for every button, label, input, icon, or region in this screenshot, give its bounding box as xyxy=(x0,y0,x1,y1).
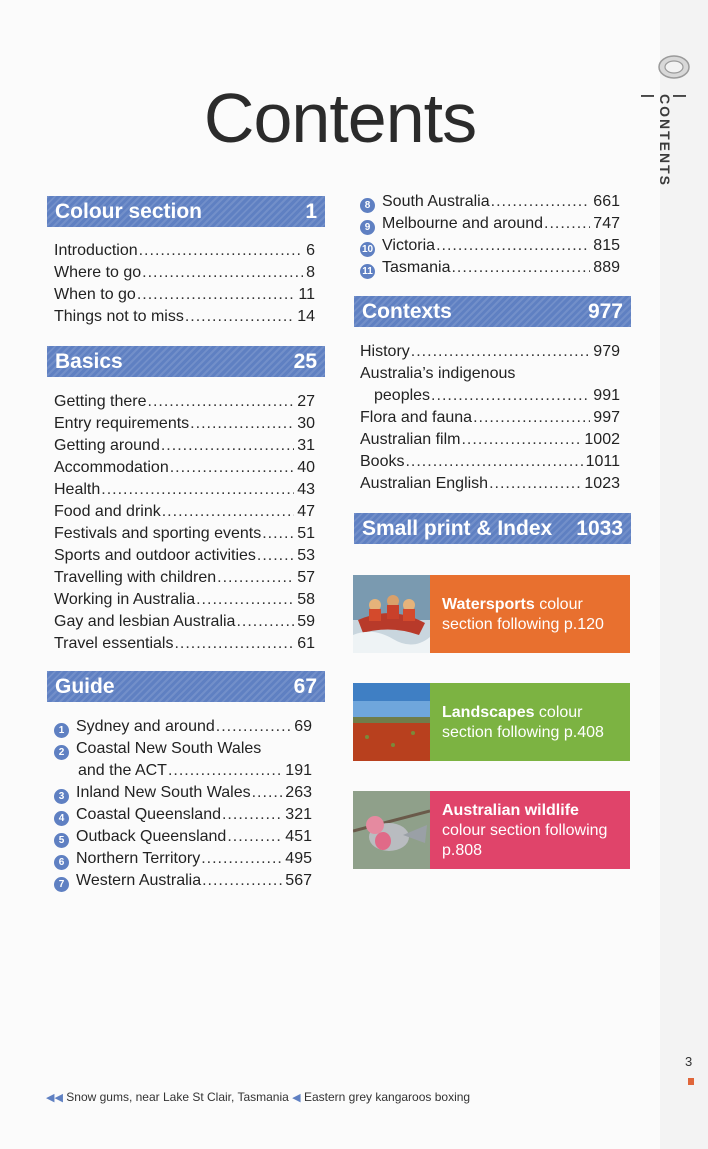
chapter-number-badge: 4 xyxy=(54,811,69,826)
entry-label: South Australia xyxy=(382,193,490,210)
section-page: 67 xyxy=(293,674,317,698)
guide-header xyxy=(47,671,325,702)
dot-leader xyxy=(461,429,581,451)
guide-chapter[interactable] xyxy=(360,235,620,257)
guide-chapter[interactable] xyxy=(360,213,620,235)
entry-label: Entry requirements xyxy=(54,415,190,432)
caption-1: Snow gums, near Lake St Clair, Tasmania xyxy=(66,1090,289,1104)
toc-entry[interactable] xyxy=(54,545,315,567)
entry-label: Northern Territory xyxy=(76,850,201,867)
entry-page: 14 xyxy=(297,308,315,325)
entry-label: Tasmania xyxy=(382,259,451,276)
dot-leader xyxy=(137,284,296,306)
guide-chapter[interactable] xyxy=(54,738,312,760)
entry-label: Australian film xyxy=(360,431,461,448)
dot-leader xyxy=(185,306,294,328)
promo-detail: colour section following p.408 xyxy=(442,704,604,741)
contexts-header xyxy=(354,296,631,327)
entry-label: Flora and fauna xyxy=(360,409,473,426)
toc-entry[interactable] xyxy=(54,633,315,655)
dot-leader xyxy=(236,611,294,633)
entry-page: 747 xyxy=(593,215,620,232)
entry-page: 889 xyxy=(593,259,620,276)
small-print-header xyxy=(354,513,631,544)
toc-entry[interactable] xyxy=(54,457,315,479)
entry-page: 53 xyxy=(297,547,315,564)
toc-entry[interactable] xyxy=(54,523,315,545)
dot-leader xyxy=(101,479,294,501)
outback-landscape-photo-icon xyxy=(353,683,430,761)
entry-label: Sydney and around xyxy=(76,718,215,735)
entry-label: Travel essentials xyxy=(54,635,174,652)
contents-side-tab: | CONTENTS | xyxy=(641,94,689,187)
entry-page: 997 xyxy=(593,409,620,426)
promo-title: Watersports xyxy=(442,596,535,613)
entry-label: Australian English xyxy=(360,475,489,492)
chapter-number-badge: 3 xyxy=(54,789,69,804)
entry-page: 69 xyxy=(294,718,312,735)
entry-label: and the ACT xyxy=(78,762,167,779)
entry-label: Western Australia xyxy=(76,872,202,889)
entry-page: 61 xyxy=(297,635,315,652)
entry-label: Gay and lesbian Australia xyxy=(54,613,236,630)
dot-leader xyxy=(162,501,294,523)
entry-page: 567 xyxy=(285,872,312,889)
page-title: Contents xyxy=(203,79,477,157)
dot-leader xyxy=(142,262,303,284)
entry-page: 31 xyxy=(297,437,315,454)
dot-leader xyxy=(148,391,295,413)
entry-page: 8 xyxy=(306,264,315,281)
entry-label: Getting there xyxy=(54,393,147,410)
colour-section-list xyxy=(54,240,315,328)
landscapes-promo[interactable] xyxy=(353,683,630,761)
toc-entry[interactable] xyxy=(54,435,315,457)
toc-entry[interactable] xyxy=(54,262,315,284)
entry-label: Accommodation xyxy=(54,459,169,476)
entry-label: History xyxy=(360,343,410,360)
guide-chapter[interactable] xyxy=(54,826,312,848)
chapter-number-badge: 6 xyxy=(54,855,69,870)
watersports-promo[interactable] xyxy=(353,575,630,653)
entry-label: Coastal Queensland xyxy=(76,806,221,823)
toc-entry[interactable] xyxy=(54,479,315,501)
entry-page: 47 xyxy=(297,503,315,520)
section-title: Contexts xyxy=(362,299,452,323)
chapter-number-badge: 1 xyxy=(54,723,69,738)
dot-leader xyxy=(170,457,294,479)
dot-leader xyxy=(227,826,282,848)
entry-label: peoples xyxy=(374,387,431,404)
dot-leader xyxy=(139,240,303,262)
guide-chapter[interactable] xyxy=(54,848,312,870)
dot-leader xyxy=(257,545,294,567)
entry-label: Things not to miss xyxy=(54,308,184,325)
entry-page: 495 xyxy=(285,850,312,867)
toc-entry[interactable] xyxy=(54,306,315,328)
dot-leader xyxy=(405,451,582,473)
dot-leader xyxy=(436,235,590,257)
guide-chapter[interactable] xyxy=(360,191,620,213)
entry-page: 40 xyxy=(297,459,315,476)
contexts-list xyxy=(360,341,620,495)
toc-entry[interactable] xyxy=(360,341,620,363)
chapter-number-badge: 10 xyxy=(361,244,374,255)
galah-bird-photo-icon xyxy=(353,791,430,869)
entry-page: 59 xyxy=(297,613,315,630)
entry-page: 43 xyxy=(297,481,315,498)
promo-title: Australian wildlife xyxy=(442,802,579,819)
basics-list xyxy=(54,391,315,655)
entry-label: Victoria xyxy=(382,237,436,254)
entry-label: Working in Australia xyxy=(54,591,196,608)
entry-page: 991 xyxy=(593,387,620,404)
chapter-number-badge: 9 xyxy=(360,220,375,235)
page-marker xyxy=(688,1078,694,1085)
entry-label: Outback Queensland xyxy=(76,828,227,845)
photo-captions xyxy=(46,1090,470,1104)
dot-leader xyxy=(262,523,294,545)
guide-chapter-continued[interactable] xyxy=(54,760,312,782)
entry-label: Introduction xyxy=(54,242,138,259)
dot-leader xyxy=(216,716,291,738)
toc-entry[interactable] xyxy=(360,451,620,473)
entry-page: 661 xyxy=(593,193,620,210)
chapter-number-badge: 7 xyxy=(54,877,69,892)
section-title: Colour section xyxy=(55,199,203,223)
guide-list-left xyxy=(54,716,312,892)
toc-entry[interactable] xyxy=(360,363,620,385)
toc-entry[interactable] xyxy=(54,589,315,611)
entry-label: Food and drink xyxy=(54,503,161,520)
promo-text xyxy=(430,575,630,653)
toc-entry[interactable] xyxy=(54,567,315,589)
entry-page: 30 xyxy=(297,415,315,432)
entry-label: Festivals and sporting events xyxy=(54,525,262,542)
dot-leader xyxy=(491,191,591,213)
entry-page: 815 xyxy=(593,237,620,254)
guide-chapter[interactable] xyxy=(54,716,312,738)
section-title: Guide xyxy=(55,674,115,698)
entry-page: 6 xyxy=(306,242,315,259)
entry-page: 1002 xyxy=(584,431,620,448)
section-title: Basics xyxy=(55,349,123,373)
entry-page: 58 xyxy=(297,591,315,608)
promo-text xyxy=(430,791,630,869)
toc-entry[interactable] xyxy=(54,284,315,306)
double-left-arrow-icon: ◀◀ xyxy=(46,1092,63,1104)
entry-page: 27 xyxy=(297,393,315,410)
basics-header xyxy=(47,346,325,377)
dot-leader xyxy=(489,473,581,495)
entry-page: 57 xyxy=(297,569,315,586)
left-arrow-icon: ◀ xyxy=(292,1092,301,1104)
wildlife-promo[interactable] xyxy=(353,791,630,869)
guide-chapter[interactable] xyxy=(360,257,620,279)
section-page: 977 xyxy=(587,299,623,323)
toc-entry[interactable] xyxy=(54,413,315,435)
promo-title: Landscapes xyxy=(442,704,535,721)
dot-leader xyxy=(222,804,282,826)
entry-label: Health xyxy=(54,481,101,498)
entry-page: 51 xyxy=(297,525,315,542)
dot-leader xyxy=(168,760,282,782)
entry-page: 979 xyxy=(593,343,620,360)
entry-page: 451 xyxy=(285,828,312,845)
toc-entry[interactable] xyxy=(54,611,315,633)
promo-detail: colour section following p.808 xyxy=(442,822,608,859)
toc-entry[interactable] xyxy=(54,501,315,523)
entry-label: Sports and outdoor activities xyxy=(54,547,256,564)
dot-leader xyxy=(411,341,591,363)
section-page: 1 xyxy=(305,199,317,223)
entry-label: Inland New South Wales xyxy=(76,784,251,801)
dot-leader xyxy=(190,413,294,435)
caption-2: Eastern grey kangaroos boxing xyxy=(303,1090,471,1104)
rafting-photo-icon xyxy=(353,575,430,653)
dot-leader xyxy=(544,213,590,235)
entry-label: Books xyxy=(360,453,405,470)
dot-leader xyxy=(174,633,294,655)
toc-entry[interactable] xyxy=(360,429,620,451)
guide-chapter[interactable] xyxy=(54,782,312,804)
entry-page: 263 xyxy=(285,784,312,801)
entry-page: 321 xyxy=(285,806,312,823)
dot-leader xyxy=(431,385,590,407)
page-number: 3 xyxy=(685,1054,693,1069)
dot-leader xyxy=(252,782,283,804)
dot-leader xyxy=(201,848,282,870)
guide-list-right xyxy=(360,191,620,279)
colour-section-header xyxy=(47,196,325,227)
entry-page: 11 xyxy=(298,286,315,303)
section-page: 1033 xyxy=(576,516,623,540)
toc-entry[interactable] xyxy=(54,240,315,262)
entry-label: When to go xyxy=(54,286,136,303)
entry-page: 1011 xyxy=(585,453,620,470)
dot-leader xyxy=(473,407,590,429)
dot-leader xyxy=(202,870,282,892)
section-title: Small print & Index xyxy=(362,516,553,540)
dot-leader xyxy=(161,435,294,457)
promo-detail: colour section following p.120 xyxy=(442,596,604,633)
guide-chapter[interactable] xyxy=(54,870,312,892)
toc-entry-continued[interactable] xyxy=(360,385,620,407)
guide-chapter[interactable] xyxy=(54,804,312,826)
chapter-number-badge: 5 xyxy=(54,833,69,848)
entry-label: Australia’s indigenous xyxy=(360,365,516,382)
entry-page: 1023 xyxy=(584,475,620,492)
toc-entry[interactable] xyxy=(360,407,620,429)
chapter-number-badge: 11 xyxy=(360,264,375,279)
dot-leader xyxy=(451,257,590,279)
entry-page: 191 xyxy=(285,762,312,779)
toc-entry[interactable] xyxy=(360,473,620,495)
dot-leader xyxy=(217,567,294,589)
entry-label: Travelling with children xyxy=(54,569,217,586)
section-page: 25 xyxy=(293,349,317,373)
entry-label: Melbourne and around xyxy=(382,215,544,232)
promo-text xyxy=(430,683,630,761)
entry-label: Getting around xyxy=(54,437,160,454)
toc-entry[interactable] xyxy=(54,391,315,413)
dot-leader xyxy=(196,589,294,611)
entry-label: Where to go xyxy=(54,264,142,281)
entry-label: Coastal New South Wales xyxy=(76,740,262,757)
chapter-number-badge: 8 xyxy=(360,198,375,213)
chapter-number-badge: 2 xyxy=(54,745,69,760)
